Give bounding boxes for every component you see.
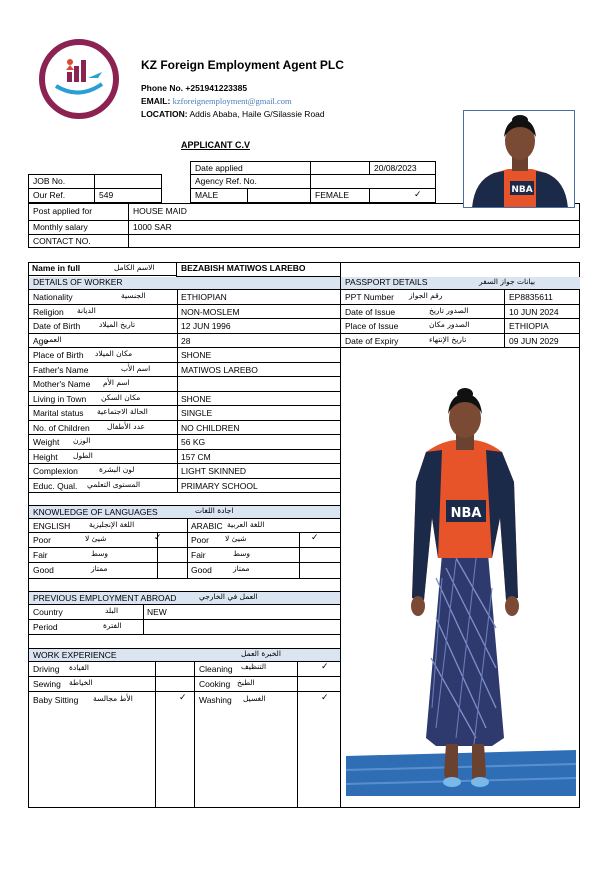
passport-row-3: Date of Expiry تاريخ الإنتهاء 09 JUN 2029 <box>341 334 580 349</box>
details-row-2: Date of Birth تاريخ الميلاد 12 JUN 1996 <box>29 319 340 334</box>
languages-heading: KNOWLEDGE OF LANGUAGES اجادة اللغات <box>29 506 340 519</box>
company-name: KZ Foreign Employment Agent PLC <box>141 58 344 72</box>
contact-label: CONTACT NO. <box>28 234 129 248</box>
male-label: MALE <box>190 188 248 203</box>
languages-header-row: ENGLISH اللغة الإنجليزية ARABIC اللغة العربية <box>29 519 340 533</box>
languages-row-fair: Fair وسط Fair وسط <box>29 548 340 563</box>
baby-sitting-check: ✓ <box>179 693 187 703</box>
previous-row-country: Country البلد NEW <box>29 605 340 620</box>
page-title: APPLICANT C.V <box>181 140 251 150</box>
name-label-cell <box>28 262 177 276</box>
washing-check: ✓ <box>321 693 329 703</box>
details-row-4: Place of Birth مكان الميلاد SHONE <box>29 348 340 363</box>
details-row-6: Mother's Name اسم الأم <box>29 377 340 392</box>
location-value: Addis Ababa, Haile G/Silassie Road <box>189 109 325 119</box>
details-table <box>29 290 340 493</box>
passport-row-1: Date of Issue الصدور تاريخ 10 JUN 2024 <box>341 305 580 320</box>
details-row-12: Complexion لون البشرة LIGHT SKINNED <box>29 464 340 479</box>
svg-text:NBA: NBA <box>511 185 533 195</box>
languages-row-poor: Poor شيئ لا ✓ Poor شيئ لا ✓ <box>29 533 340 548</box>
experience-row-0: Driving القيادة Cleaning التنظيف ✓ <box>29 662 340 677</box>
salary-label: Monthly salary <box>28 220 129 235</box>
name-value: BEZABISH MATIWOS LAREBO <box>181 263 306 273</box>
female-label: FEMALE <box>310 188 370 203</box>
details-row-7: Living in Town مكان السكن SHONE <box>29 392 340 407</box>
details-row-3: Age العمر 28 <box>29 334 340 349</box>
details-row-13: Educ. Qual. المستوى التعلمي PRIMARY SCHOOL <box>29 479 340 494</box>
female-check <box>369 188 436 203</box>
languages-table <box>29 519 340 578</box>
email-link[interactable]: kzforeignemployment@gmail.com <box>172 96 292 106</box>
passport-row-0: PPT Number رقم الجواز EP8835611 <box>341 290 580 305</box>
languages-row-good: Good ممتاز Good ممتاز <box>33 564 250 575</box>
date-applied-blank <box>310 161 370 175</box>
full-body-photo <box>346 378 576 798</box>
previous-heading: PREVIOUS EMPLOYMENT ABROAD العمل في الخارجي <box>29 592 340 605</box>
passport-heading: PASSPORT DETAILS بيانات جواز السفر <box>341 277 580 290</box>
company-logo <box>38 38 120 120</box>
experience-heading: WORK EXPERIENCE الخبرة العمل <box>29 649 340 662</box>
passport-row-2: Place of Issue الصدور مكان ETHIOPIA <box>341 319 580 334</box>
details-row-5: Father's Name اسم الأب MATIWOS LAREBO <box>29 363 340 378</box>
job-no-label: JOB No. <box>28 174 95 189</box>
name-label-ar: الاسم الكامل <box>114 263 155 272</box>
date-applied-value: 20/08/2023 <box>369 161 436 175</box>
email-label: EMAIL: <box>141 96 171 106</box>
details-row-11: Height الطول 157 CM <box>29 450 340 465</box>
cleaning-check: ✓ <box>321 662 329 672</box>
svg-text:NBA: NBA <box>450 506 482 521</box>
experience-table <box>29 662 340 808</box>
company-phone: Phone No. +251941223385 <box>141 83 248 93</box>
experience-row-1: Sewing الخياطة Cooking الطبخ <box>29 677 340 692</box>
details-row-1: Religion الديانة NON-MOSLEM <box>29 305 340 320</box>
name-label: Name in full <box>32 263 81 273</box>
our-ref-label: Our Ref. <box>28 188 95 203</box>
previous-table <box>29 605 340 635</box>
female-checkmark: ✓ <box>414 190 422 200</box>
arabic-poor-check: ✓ <box>311 533 319 543</box>
date-applied-label: Date applied <box>190 161 311 175</box>
contact-value <box>128 234 580 248</box>
details-row-0: Nationality الجنسية ETHIOPIAN <box>29 290 340 305</box>
salary-value: 1000 SAR <box>128 220 580 235</box>
passport-table <box>341 277 580 349</box>
passport-photo <box>463 110 575 208</box>
details-row-8: Marital status الحالة الاجتماعية SINGLE <box>29 406 340 421</box>
job-no-value <box>94 174 162 189</box>
previous-row-period: Period الفترة <box>29 620 340 635</box>
company-location <box>141 109 325 119</box>
location-label: LOCATION: <box>141 109 188 119</box>
details-row-9: No. of Children عدد الأطفال NO CHILDREN <box>29 421 340 436</box>
post-label: Post applied for <box>28 203 129 221</box>
details-heading: DETAILS OF WORKER <box>29 277 340 290</box>
our-ref-value: 549 <box>94 188 162 203</box>
company-email <box>141 96 292 106</box>
agency-ref-value <box>310 174 436 189</box>
english-poor-check: ✓ <box>154 533 162 543</box>
post-value: HOUSE MAID <box>128 203 580 221</box>
details-row-10: Weight الوزن 56 KG <box>29 435 340 450</box>
experience-row-2: Baby Sitting الأط مجالسة ✓ Washing الغسيل ✓ <box>33 693 329 705</box>
agency-ref-label: Agency Ref. No. <box>190 174 311 189</box>
male-check <box>247 188 311 203</box>
